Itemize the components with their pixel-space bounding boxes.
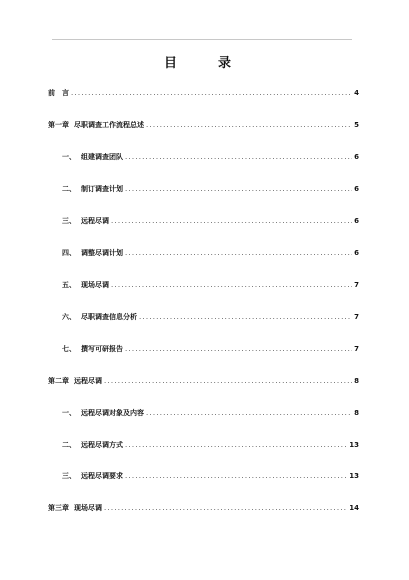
toc-entry-page: 7 xyxy=(354,313,359,321)
toc-entry-label: 远程尽调 xyxy=(74,377,102,385)
toc-entry-page: 6 xyxy=(354,217,359,225)
toc-leader-dots xyxy=(139,313,352,322)
toc-entry-section[interactable] xyxy=(62,281,359,290)
toc-leader-dots xyxy=(125,185,352,194)
toc-leader-dots xyxy=(125,441,347,450)
toc-entry-page: 14 xyxy=(349,504,359,512)
toc-entry-label: 调整尽调计划 xyxy=(81,249,123,257)
toc-entry-number: 二、 xyxy=(62,441,76,449)
toc-entry-page: 13 xyxy=(349,472,359,480)
toc-entry-chapter-3[interactable] xyxy=(48,504,359,513)
toc-entry-number: 七、 xyxy=(62,345,76,353)
toc-leader-dots xyxy=(125,345,352,354)
toc-leader-dots xyxy=(104,377,352,386)
toc-entry-section[interactable] xyxy=(62,472,359,481)
toc-entry-preface[interactable] xyxy=(48,89,359,98)
toc-entry-label: 尽职调查信息分析 xyxy=(81,313,137,321)
toc-entry-number: 四、 xyxy=(62,249,76,257)
toc-entry-section[interactable] xyxy=(62,345,359,354)
toc-entry-section[interactable] xyxy=(62,153,359,162)
toc-leader-dots xyxy=(104,504,347,513)
toc-leader-dots xyxy=(125,153,352,162)
toc-entry-page: 6 xyxy=(354,185,359,193)
toc-leader-dots xyxy=(71,89,352,98)
toc-entry-label: 组建调查团队 xyxy=(81,153,123,161)
toc-entry-section[interactable] xyxy=(62,217,359,226)
toc-title: 目 录 xyxy=(163,56,245,71)
toc-entry-label: 现场尽调 xyxy=(81,281,109,289)
toc-entry-number: 前 言 xyxy=(48,89,69,97)
toc-entry-page: 6 xyxy=(354,153,359,161)
toc-entry-label: 远程尽调对象及内容 xyxy=(81,409,144,417)
toc-entry-number: 一、 xyxy=(62,409,76,417)
toc-entry-number: 二、 xyxy=(62,185,76,193)
toc-entry-section[interactable] xyxy=(62,409,359,418)
toc-entry-number: 三、 xyxy=(62,217,76,225)
toc-entry-page: 4 xyxy=(354,89,359,97)
toc-entry-label: 远程尽调要求 xyxy=(81,472,123,480)
toc-entry-section[interactable] xyxy=(62,185,359,194)
toc-entry-page: 6 xyxy=(354,249,359,257)
toc-leader-dots xyxy=(146,409,352,418)
toc-entry-page: 13 xyxy=(349,441,359,449)
toc-entry-section[interactable] xyxy=(62,441,359,450)
toc-entry-label: 撰写可研报告 xyxy=(81,345,123,353)
toc-entry-number: 六、 xyxy=(62,313,76,321)
toc-entry-page: 5 xyxy=(354,121,359,129)
toc-entry-label: 制订调查计划 xyxy=(81,185,123,193)
toc-leader-dots xyxy=(125,472,347,481)
toc-entry-number: 第三章 xyxy=(48,504,69,512)
toc-leader-dots xyxy=(111,281,352,290)
toc-entry-label: 远程尽调方式 xyxy=(81,441,123,449)
toc-entry-label: 尽职调查工作流程总述 xyxy=(74,121,144,129)
toc-entry-page: 7 xyxy=(354,345,359,353)
toc-entry-number: 第二章 xyxy=(48,377,69,385)
header-rule xyxy=(52,39,352,40)
toc-entry-number: 三、 xyxy=(62,472,76,480)
toc-entry-page: 7 xyxy=(354,281,359,289)
toc-entry-chapter-2[interactable] xyxy=(48,377,359,386)
toc-entry-number: 五、 xyxy=(62,281,76,289)
toc-entry-label: 现场尽调 xyxy=(74,504,102,512)
toc-entry-section[interactable] xyxy=(62,313,359,322)
toc-leader-dots xyxy=(125,249,352,258)
toc-entry-chapter-1[interactable] xyxy=(48,121,359,130)
toc-entry-label: 远程尽调 xyxy=(81,217,109,225)
toc-leader-dots xyxy=(111,217,352,226)
toc-leader-dots xyxy=(146,121,352,130)
toc-entry-page: 8 xyxy=(354,409,359,417)
toc-entry-number: 第一章 xyxy=(48,121,69,129)
toc-entry-number: 一、 xyxy=(62,153,76,161)
toc-entry-section[interactable] xyxy=(62,249,359,258)
toc-entry-page: 8 xyxy=(354,377,359,385)
